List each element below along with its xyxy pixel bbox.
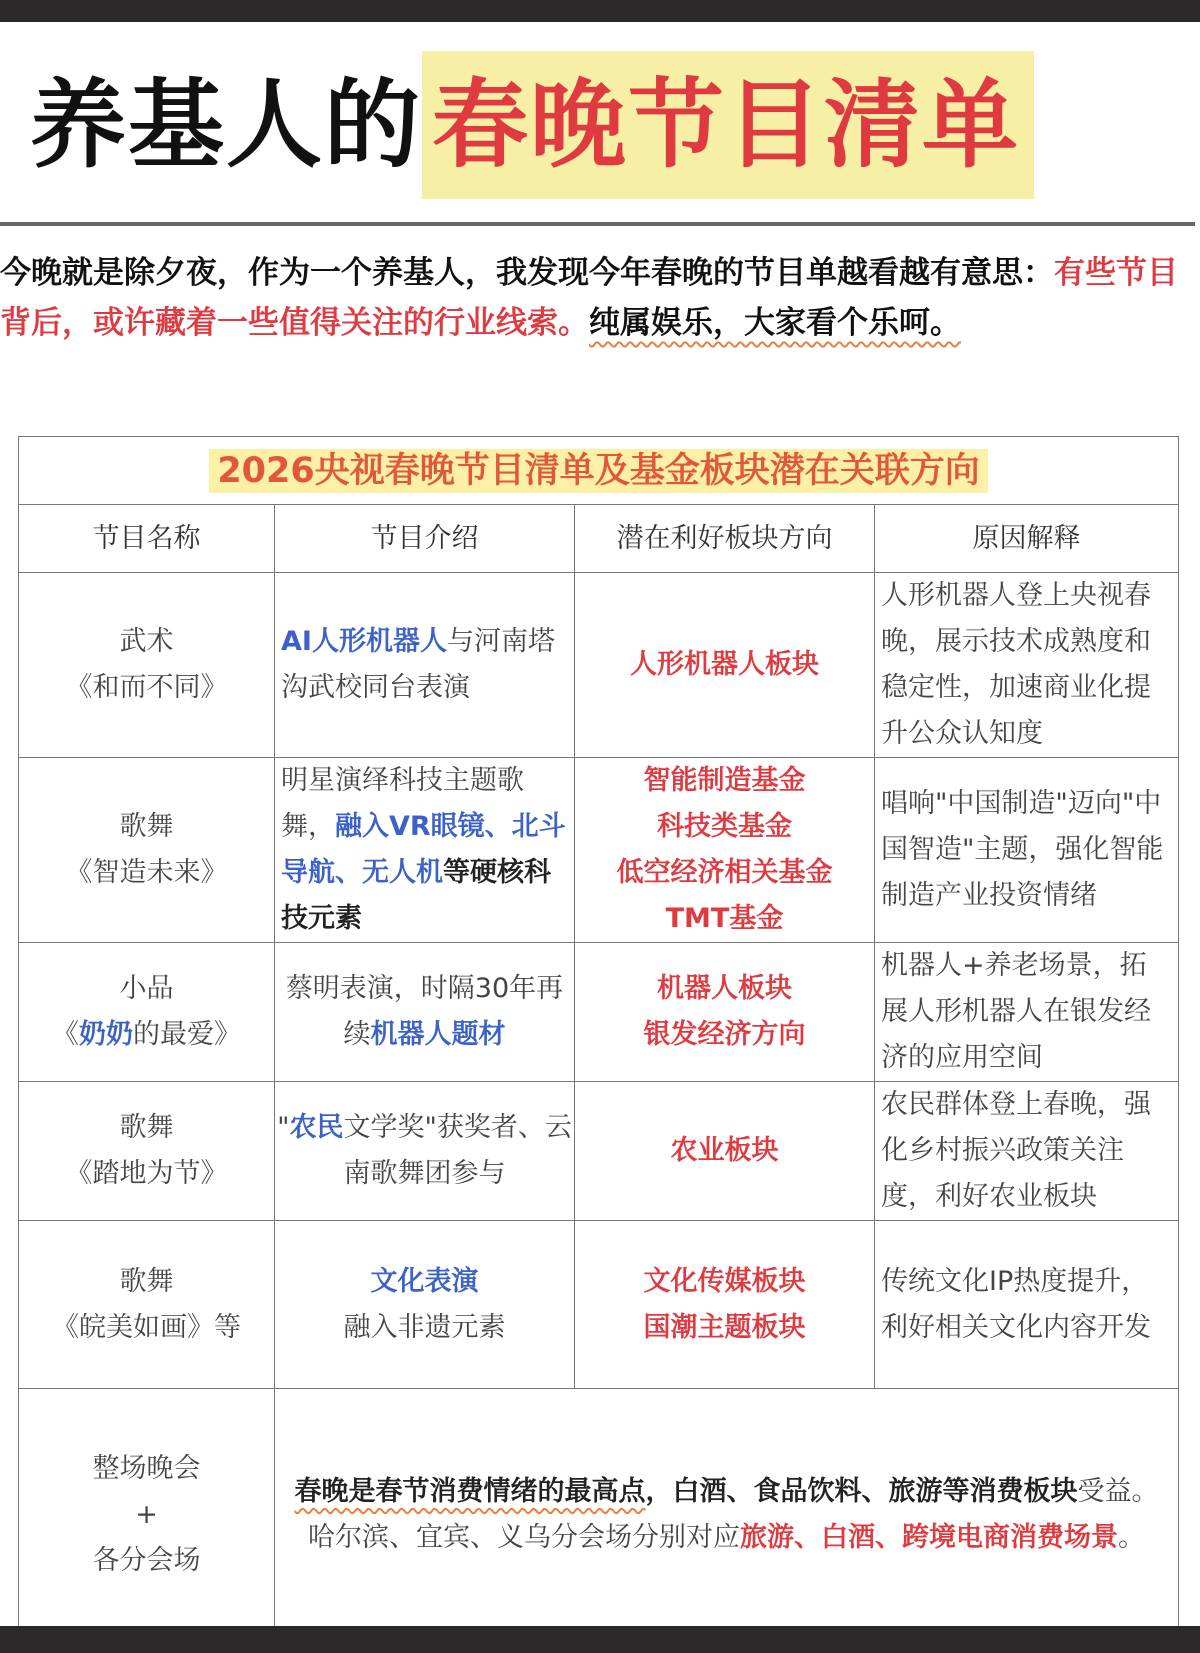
- table-header-row: [19, 505, 1179, 573]
- program-intro-cell: [275, 758, 575, 943]
- cell-text: 《和而不同》: [65, 672, 228, 703]
- cell-text: 《智造未来》: [65, 857, 228, 888]
- cell-text: 整场晚会: [92, 1452, 201, 1484]
- cell-text: 机器人+养老场景，拓展人形机器人在银发经济的应用空间: [881, 950, 1151, 1073]
- cell-text: 低空经济相关基金: [616, 857, 833, 888]
- sector-direction-cell: [575, 573, 875, 758]
- summary-cell: [275, 1389, 1179, 1641]
- cell-text: 文学奖"获奖者、云南歌舞团参与: [343, 1112, 572, 1189]
- cell-text: 各分会场: [92, 1544, 201, 1576]
- cell-text: 蔡明表演，时隔30年再续: [285, 973, 564, 1050]
- intro-part-1: 今晚就是除夕夜，作为一个养基人，我发现今年春晚的节目单越看越有意思：: [0, 255, 1054, 291]
- sector-direction-cell: [575, 1221, 875, 1389]
- table-caption: [19, 437, 1179, 505]
- cell-text: 明星演绎科技主题歌舞，: [281, 765, 524, 842]
- cell-text: 《皖美如画》等: [52, 1311, 241, 1343]
- intro-part-3: 纯属娱乐，大家看个乐呵。: [589, 305, 961, 341]
- table-row: [19, 943, 1179, 1082]
- cell-text: 文化表演: [370, 1265, 479, 1297]
- cell-text: 歌舞: [119, 1112, 174, 1143]
- cell-text: +: [135, 1498, 158, 1530]
- cell-text: 人形机器人登上央视春晚，展示技术成熟度和稳定性，加速商业化提升公众认知度: [881, 580, 1151, 749]
- cell-text: AI人形机器人: [281, 626, 447, 657]
- intro-part-2: 有些节目背后，或许藏着一些值得关注的行业线索。: [0, 255, 1178, 341]
- table-row: [19, 758, 1179, 943]
- cell-text: 农业板块: [670, 1135, 779, 1166]
- program-intro-cell: [275, 573, 575, 758]
- cell-text: 受益。哈尔滨、宜宾、义乌分会场分别对应: [308, 1475, 1159, 1553]
- cell-text: 《: [52, 1019, 79, 1050]
- intro-paragraph: [0, 248, 1195, 348]
- program-name-cell: [19, 573, 275, 758]
- column-header: 原因解释: [875, 505, 1179, 573]
- cell-text: 春晚是春节消费情绪的最高点: [294, 1475, 646, 1507]
- reason-cell: [875, 573, 1179, 758]
- reason-cell: [875, 758, 1179, 943]
- cell-text: 传统文化IP热度提升，利好相关文化内容开发: [881, 1265, 1151, 1343]
- cell-text: 歌舞: [119, 811, 174, 842]
- cell-text: 机器人板块: [657, 973, 792, 1004]
- cell-text: 机器人题材: [370, 1019, 506, 1050]
- title-highlight: 春晚节目清单: [422, 51, 1034, 199]
- page-title: [30, 60, 1034, 199]
- column-header: 节目名称: [19, 505, 275, 573]
- reason-cell: [875, 1082, 1179, 1221]
- program-name-cell: [19, 943, 275, 1082]
- table-row: [19, 1082, 1179, 1221]
- program-intro-cell: [275, 1082, 575, 1221]
- reason-cell: [875, 1221, 1179, 1389]
- table-row: [19, 1389, 1179, 1641]
- program-name-cell: [19, 1221, 275, 1389]
- table-caption-text: 2026央视春晚节目清单及基金板块潜在关联方向: [209, 449, 987, 493]
- cell-text: 等硬核科技元素: [281, 857, 551, 934]
- cell-text: 科技类基金: [657, 811, 792, 842]
- cell-text: 。: [1118, 1521, 1146, 1553]
- cell-text: 融入非遗元素: [343, 1311, 506, 1343]
- top-bar: [0, 0, 1200, 22]
- program-table: [18, 436, 1179, 1641]
- cell-text: ": [277, 1112, 290, 1143]
- cell-text: TMT基金: [665, 903, 784, 934]
- cell-text: 人形机器人板块: [630, 649, 819, 680]
- divider: [0, 222, 1195, 226]
- table-row: [19, 573, 1179, 758]
- cell-text: 的最爱》: [133, 1019, 241, 1050]
- column-header: 节目介绍: [275, 505, 575, 573]
- cell-text: 融入VR眼镜、北斗导航、无人机: [281, 811, 566, 888]
- program-intro-cell: [275, 943, 575, 1082]
- cell-text: 国潮主题板块: [643, 1311, 806, 1343]
- program-intro-cell: [275, 1221, 575, 1389]
- cell-text: 银发经济方向: [643, 1019, 806, 1050]
- cell-text: 旅游、白酒、跨境电商消费场景: [740, 1521, 1119, 1553]
- column-header: 潜在利好板块方向: [575, 505, 875, 573]
- cell-text: 小品: [119, 973, 174, 1004]
- cell-text: ，白酒、食品饮料、旅游等消费板块: [645, 1475, 1078, 1507]
- cell-text: 武术: [119, 626, 174, 657]
- reason-cell: [875, 943, 1179, 1082]
- cell-text: 歌舞: [119, 1265, 174, 1297]
- program-name-cell: [19, 1082, 275, 1221]
- program-name-cell: [19, 758, 275, 943]
- cell-text: 智能制造基金: [643, 765, 806, 796]
- cell-text: 农民: [289, 1112, 344, 1143]
- title-dark: 养基人的: [30, 69, 422, 181]
- table-row: [19, 1221, 1179, 1389]
- cell-text: 唱响"中国制造"迈向"中国智造"主题，强化智能制造产业投资情绪: [881, 788, 1164, 911]
- cell-text: 农民群体登上春晚，强化乡村振兴政策关注度，利好农业板块: [881, 1089, 1151, 1212]
- cell-text: 文化传媒板块: [643, 1265, 806, 1297]
- sector-direction-cell: [575, 758, 875, 943]
- bottom-bar: [0, 1626, 1200, 1653]
- sector-direction-cell: [575, 943, 875, 1082]
- cell-text: 《踏地为节》: [65, 1158, 228, 1189]
- program-name-cell: [19, 1389, 275, 1641]
- cell-text: 奶奶: [79, 1019, 133, 1050]
- sector-direction-cell: [575, 1082, 875, 1221]
- cell-text: 与河南塔沟武校同台表演: [281, 626, 555, 703]
